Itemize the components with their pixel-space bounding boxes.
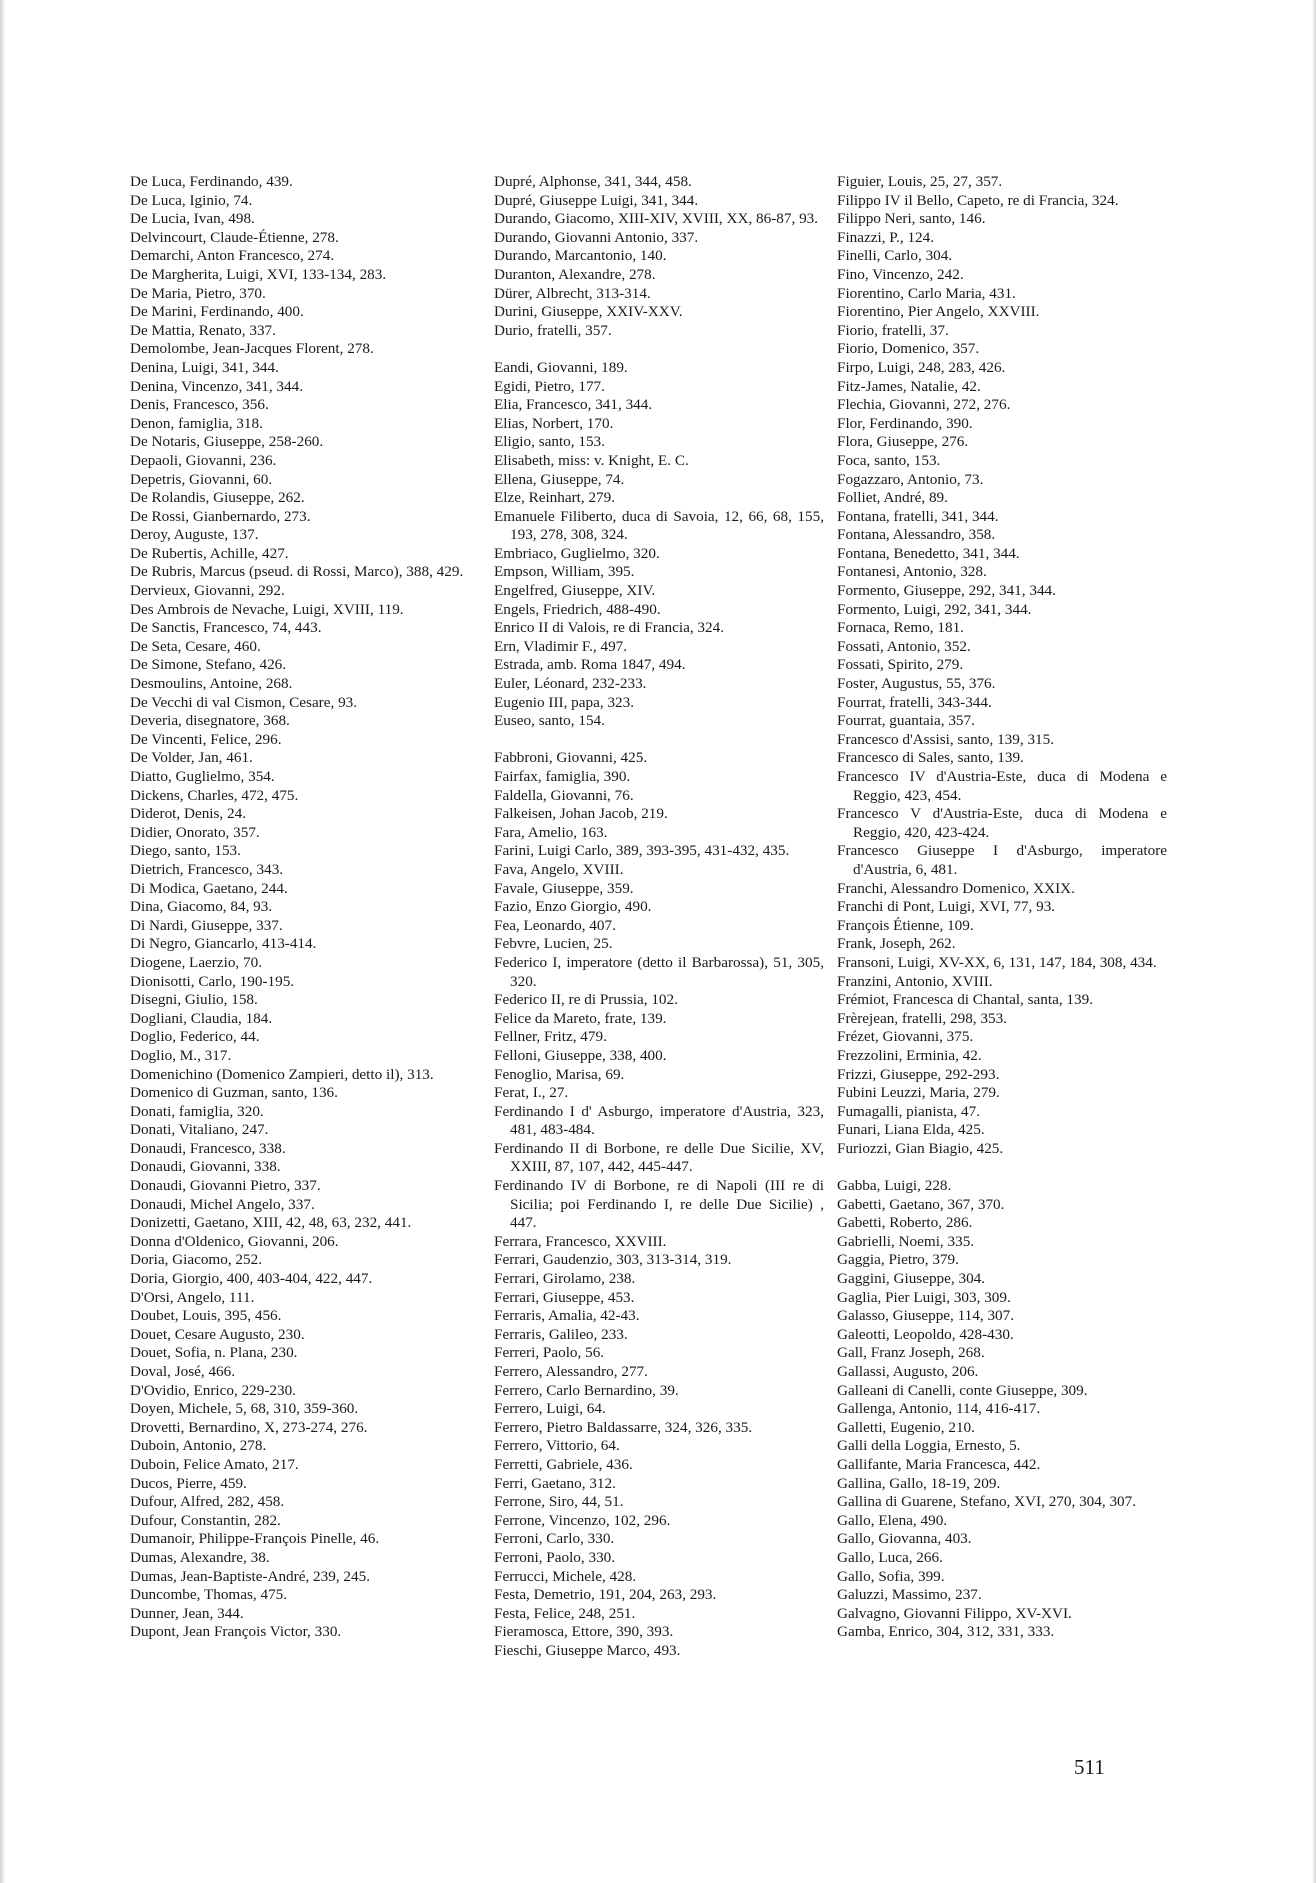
index-entry: Gamba, Enrico, 304, 312, 331, 333. [837,1623,1055,1641]
index-entry: Duboin, Antonio, 278. [130,1437,267,1455]
index-entry: Durini, Giuseppe, XXIV-XXV. [494,303,683,321]
index-entry: Engelfred, Giuseppe, XIV. [494,582,656,600]
index-column-3 [837,173,1167,1642]
index-entry: Finelli, Carlo, 304. [837,247,953,265]
index-entry: Fea, Leonardo, 407. [494,916,616,934]
page-number: 511 [1074,1755,1105,1779]
index-entry: Donaudi, Giovanni Pietro, 337. [130,1177,321,1195]
index-entry: Di Nardi, Giuseppe, 337. [130,916,283,934]
index-entry: Demarchi, Anton Francesco, 274. [130,247,335,265]
index-entry: Fumagalli, pianista, 47. [837,1102,980,1120]
index-entry: Empson, William, 395. [494,563,635,581]
index-entry: Dietrich, Francesco, 343. [130,860,284,878]
index-entry: Ferrero, Vittorio, 64. [494,1437,620,1455]
index-entry: Donati, Vitaliano, 247. [130,1121,269,1139]
index-entry: Gall, Franz Joseph, 268. [837,1344,985,1362]
index-entry: Didier, Onorato, 357. [130,823,260,841]
index-entry: Depaoli, Giovanni, 236. [130,451,277,469]
index-entry: Ferroni, Paolo, 330. [494,1548,616,1566]
index-entry: Enrico II di Valois, re di Francia, 324. [494,619,725,637]
index-entry: Fontana, Benedetto, 341, 344. [837,544,1020,562]
index-entry: Ferrero, Carlo Bernardino, 39. [494,1381,679,1399]
index-entry: Delvincourt, Claude-Étienne, 278. [130,228,339,246]
index-entry: Ferdinando II di Borbone, re delle Due Sicilie, XV, XXIII, 87, 107, 442, 445-447. [494,1139,824,1176]
index-entry: Fiorentino, Carlo Maria, 431. [837,284,1016,302]
index-entry: Franchi di Pont, Luigi, XVI, 77, 93. [837,898,1056,916]
index-entry: Fogazzaro, Antonio, 73. [837,470,984,488]
index-entry: Desmoulins, Antoine, 268. [130,675,293,693]
index-entry: Doria, Giorgio, 400, 403-404, 422, 447. [130,1270,373,1288]
index-entry: Ferrari, Gaudenzio, 303, 313-314, 319. [494,1251,732,1269]
index-entry: Fiorio, Domenico, 357. [837,340,980,358]
index-entry: Ferreri, Paolo, 56. [494,1344,605,1362]
index-entry: Embriaco, Guglielmo, 320. [494,544,660,562]
index-entry: Francesco Giuseppe I d'Asburgo, imperatore d'Austria, 6, 481. [837,842,1167,878]
index-entry: Donna d'Oldenico, Giovanni, 206. [130,1232,339,1250]
index-entry: Frémiot, Francesca di Chantal, santa, 139. [837,991,1094,1009]
index-entry: Gallo, Giovanna, 403. [837,1530,972,1548]
index-entry: Demolombe, Jean-Jacques Florent, 278. [130,340,374,358]
index-entry: De Luca, Ferdinando, 439. [130,173,293,190]
index-entry: Flor, Ferdinando, 390. [837,414,973,432]
index-entry: Fubini Leuzzi, Maria, 279. [837,1084,1000,1102]
index-entry: Ferrone, Vincenzo, 102, 296. [494,1511,671,1529]
index-entry: Firpo, Luigi, 248, 283, 426. [837,358,1006,376]
index-entry: Domenichino (Domenico Zampieri, detto il), 313. [130,1065,434,1083]
index-entry: Foster, Augustus, 55, 376. [837,675,996,693]
index-entry: Dumas, Jean-Baptiste-André, 239, 245. [130,1567,370,1585]
index-entry: Febvre, Lucien, 25. [494,935,613,953]
index-entry: Fourrat, fratelli, 343-344. [837,693,992,711]
index-entry: Fenoglio, Marisa, 69. [494,1065,625,1083]
index-entry: Gallenga, Antonio, 114, 416-417. [837,1400,1041,1418]
index-entry: Domenico di Guzman, santo, 136. [130,1084,338,1102]
index-entry: Francesco IV d'Austria-Este, duca di Modena e Reggio, 423, 454. [837,768,1167,804]
index-entry: Ducos, Pierre, 459. [130,1474,247,1492]
index-entry: Doval, José, 466. [130,1363,236,1380]
index-entry: Fellner, Fritz, 479. [494,1028,607,1046]
index-column-2 [494,173,824,1661]
index-entry: Formento, Luigi, 292, 341, 344. [837,600,1032,618]
index-entry: Fava, Angelo, XVIII. [494,860,624,878]
index-entry: D'Ovidio, Enrico, 229-230. [130,1381,296,1399]
index-entry: Felice da Mareto, frate, 139. [494,1009,667,1027]
index-entry: Denis, Francesco, 356. [130,396,269,414]
index-entry: Ferri, Gaetano, 312. [494,1474,616,1492]
index-entry: Frezzolini, Erminia, 42. [837,1046,982,1064]
index-entry: Gaggia, Pietro, 379. [837,1251,959,1269]
index-entry: Frézet, Giovanni, 375. [837,1028,974,1046]
index-entry: Flechia, Giovanni, 272, 276. [837,396,1011,414]
index-entry: Folliet, André, 89. [837,489,948,507]
index-entry: Ferrero, Luigi, 64. [494,1400,606,1418]
index-entry: Disegni, Giulio, 158. [130,991,258,1009]
index-entry: Fontana, Alessandro, 358. [837,526,996,544]
index-entry: Fieschi, Giuseppe Marco, 493. [494,1641,681,1659]
index-entry: Gaglia, Pier Luigi, 303, 309. [837,1288,1011,1306]
index-entry: Dionisotti, Carlo, 190-195. [130,972,295,990]
index-entry: Diatto, Guglielmo, 354. [130,768,275,785]
index-entry: Gallo, Elena, 490. [837,1511,948,1529]
index-entry: Di Negro, Giancarlo, 413-414. [130,935,317,953]
index-entry: Ferrari, Girolamo, 238. [494,1270,636,1288]
index-entry: Ern, Vladimir F., 497. [494,637,628,655]
index-entry: Ferrero, Alessandro, 277. [494,1363,648,1380]
index-entry: Gabetti, Gaetano, 367, 370. [837,1195,1005,1213]
index-entry: Frank, Joseph, 262. [837,935,956,953]
index-entry: Dunner, Jean, 344. [130,1604,244,1622]
index-entry: Drovetti, Bernardino, X, 273-274, 276. [130,1418,368,1436]
index-entry: Di Modica, Gaetano, 244. [130,879,288,897]
index-entry: Dumanoir, Philippe-François Pinelle, 46. [130,1530,380,1548]
index-entry: Egidi, Pietro, 177. [494,377,605,395]
index-entry: Galleani di Canelli, conte Giuseppe, 309. [837,1381,1088,1399]
index-entry: François Étienne, 109. [837,916,974,934]
index-entry: Ellena, Giuseppe, 74. [494,470,625,488]
index-entry: Durando, Giacomo, XIII-XIV, XVIII, XX, 86-87, 93. [494,210,819,228]
scan-left-edge [0,0,6,1883]
index-entry: Donaudi, Michel Angelo, 337. [130,1195,315,1213]
index-entry: Fabbroni, Giovanni, 425. [494,749,648,767]
index-entry: De Simone, Stefano, 426. [130,656,287,674]
index-entry: Franzini, Antonio, XVIII. [837,972,993,990]
index-entry: Finazzi, P., 124. [837,228,935,246]
index-column-1 [130,173,482,1642]
index-entry: Fiorio, fratelli, 37. [837,321,949,339]
index-entry: Francesco V d'Austria-Este, duca di Modena e Reggio, 420, 423-424. [837,805,1167,841]
index-entry: Festa, Demetrio, 191, 204, 263, 293. [494,1586,717,1604]
index-entry: Denina, Vincenzo, 341, 344. [130,377,304,395]
index-entry: Falkeisen, Johan Jacob, 219. [494,805,668,823]
index-entry: De Rossi, Gianbernardo, 273. [130,507,311,525]
index-entry: Gaggini, Giuseppe, 304. [837,1270,986,1288]
index-entry: Frizzi, Giuseppe, 292-293. [837,1065,1000,1083]
index-entry: Frèrejean, fratelli, 298, 353. [837,1009,1007,1027]
index-entry: Ferrara, Francesco, XXVIII. [494,1232,667,1250]
index-entry: De Marini, Ferdinando, 400. [130,303,304,321]
index-entry: De Mattia, Renato, 337. [130,321,276,339]
index-entry: Francesco di Sales, santo, 139. [837,749,1024,767]
index-entry: Ferraris, Amalia, 42-43. [494,1307,640,1325]
index-entry: D'Orsi, Angelo, 111. [130,1288,255,1306]
index-entry: Filippo Neri, santo, 146. [837,210,986,228]
index-entry: Ferdinando I d' Asburgo, imperatore d'Austria, 323, 481, 483-484. [494,1102,824,1139]
index-entry: Des Ambrois de Nevache, Luigi, XVIII, 119. [130,600,404,618]
index-entry: Filippo IV il Bello, Capeto, re di Francia, 324. [837,191,1119,209]
index-entry: Ferrero, Pietro Baldassarre, 324, 326, 335. [494,1418,753,1436]
index-entry: Fieramosca, Ettore, 390, 393. [494,1623,674,1641]
index-entry: De Luca, Iginio, 74. [130,191,253,209]
index-entry: Depetris, Giovanni, 60. [130,470,273,488]
index-entry: Elias, Norbert, 170. [494,414,614,432]
index-entry: Dufour, Constantin, 282. [130,1511,281,1529]
index-entry: Dogliani, Claudia, 184. [130,1009,273,1027]
index-entry: Flora, Giuseppe, 276. [837,433,969,451]
index-entry: Ferrone, Siro, 44, 51. [494,1493,624,1511]
index-entry: Doglio, M., 317. [130,1046,232,1064]
index-entry: Dufour, Alfred, 282, 458. [130,1493,285,1511]
index-entry: De Volder, Jan, 461. [130,749,253,767]
index-entry: Formento, Giuseppe, 292, 341, 344. [837,582,1056,600]
index-entry: Doubet, Louis, 395, 456. [130,1307,282,1325]
index-entry: Duranton, Alexandre, 278. [494,265,656,283]
index-entry: Dupont, Jean François Victor, 330. [130,1623,342,1641]
index-entry: Fossati, Spirito, 279. [837,656,964,674]
index-entry: Festa, Felice, 248, 251. [494,1604,636,1622]
index-entry: Eandi, Giovanni, 189. [494,358,628,376]
index-entry: Gallina, Gallo, 18-19, 209. [837,1474,1001,1492]
index-entry: Fontana, fratelli, 341, 344. [837,507,999,525]
index-entry: Fazio, Enzo Giorgio, 490. [494,898,652,916]
index-entry: Fransoni, Luigi, XV-XX, 6, 131, 147, 184, 308, 434. [837,953,1157,971]
index-entry: Donaudi, Giovanni, 338. [130,1158,281,1176]
index-entry: Foca, santo, 153. [837,451,941,469]
index-entry: Favale, Giuseppe, 359. [494,879,634,897]
index-entry: Elisabeth, miss: v. Knight, E. C. [494,451,689,469]
index-entry: Dervieux, Giovanni, 292. [130,582,285,600]
index-entry: Fairfax, famiglia, 390. [494,768,631,785]
index-entry: De Rolandis, Giuseppe, 262. [130,489,305,507]
index-entry: Elze, Reinhart, 279. [494,489,616,507]
index-entry: Ferdinando IV di Borbone, re di Napoli (III re di Sicilia; poi Ferdinando I, re delle Due Sicilie) , 447. [494,1177,824,1232]
index-entry: De Lucia, Ivan, 498. [130,210,255,228]
index-entry: Ferraris, Galileo, 233. [494,1325,628,1343]
index-entry: Galasso, Giuseppe, 114, 307. [837,1307,1015,1325]
index-entry: Fara, Amelio, 163. [494,823,608,841]
index-entry: Franchi, Alessandro Domenico, XXIX. [837,879,1075,897]
index-entry: Fourrat, guantaia, 357. [837,712,975,730]
index-entry: Dürer, Albrecht, 313-314. [494,284,651,302]
index-entry: Ferroni, Carlo, 330. [494,1530,615,1548]
index-entry: Federico I, imperatore (detto il Barbarossa), 51, 305, 320. [494,953,824,990]
index-entry: Farini, Luigi Carlo, 389, 393-395, 431-432, 435. [494,842,790,860]
index-entry: Eugenio III, papa, 323. [494,693,635,711]
index-entry: Engels, Friedrich, 488-490. [494,600,661,618]
index-entry: Elia, Francesco, 341, 344. [494,396,653,414]
index-entry: Ferretti, Gabriele, 436. [494,1455,633,1473]
index-entry: Donaudi, Francesco, 338. [130,1139,286,1157]
index-entry: Estrada, amb. Roma 1847, 494. [494,656,686,674]
index-entry: Deveria, disegnatore, 368. [130,712,290,730]
index-entry: Diego, santo, 153. [130,842,241,860]
index-entry: Gabrielli, Noemi, 335. [837,1232,975,1250]
index-entry: Dina, Giacomo, 84, 93. [130,898,273,916]
index-entry: Donati, famiglia, 320. [130,1102,264,1120]
index-entry: Gallina di Guarene, Stefano, XVI, 270, 304, 307. [837,1493,1137,1511]
index-entry: De Vincenti, Felice, 296. [130,730,282,748]
index-entry: Dumas, Alexandre, 38. [130,1548,270,1566]
index-entry: Ferrari, Giuseppe, 453. [494,1288,635,1306]
scan-right-edge [1312,0,1316,1883]
index-entry: Ferat, I., 27. [494,1084,569,1102]
index-entry: Figuier, Louis, 25, 27, 357. [837,173,1003,190]
index-entry: Diderot, Denis, 24. [130,805,246,823]
index-entry: Galli della Loggia, Ernesto, 5. [837,1437,1021,1455]
index-entry: Ferrucci, Michele, 428. [494,1567,637,1585]
index-entry: Denon, famiglia, 318. [130,414,263,432]
index-entry: De Margherita, Luigi, XVI, 133-134, 283. [130,265,387,283]
index-entry: Durando, Marcantonio, 140. [494,247,667,265]
index-entry: Doyen, Michele, 5, 68, 310, 359-360. [130,1400,359,1418]
index-entry: Gallassi, Augusto, 206. [837,1363,979,1380]
index-entry: Fossati, Antonio, 352. [837,637,971,655]
index-entry: De Seta, Cesare, 460. [130,637,261,655]
index-entry: Donizetti, Gaetano, XIII, 42, 48, 63, 232, 441. [130,1214,412,1232]
index-entry: De Vecchi di val Cismon, Cesare, 93. [130,693,358,711]
index-entry: Euseo, santo, 154. [494,712,605,730]
index-entry: Douet, Sofia, n. Plana, 230. [130,1344,298,1362]
index-entry: Galeotti, Leopoldo, 428-430. [837,1325,1014,1343]
index-entry: Gabba, Luigi, 228. [837,1177,952,1195]
index-entry: De Rubertis, Achille, 427. [130,544,289,562]
index-entry: Diogene, Laerzio, 70. [130,953,262,971]
index-entry: Duboin, Felice Amato, 217. [130,1455,299,1473]
index-entry: Galletti, Eugenio, 210. [837,1418,975,1436]
index-entry: Durio, fratelli, 357. [494,321,612,339]
index-entry: Dupré, Alphonse, 341, 344, 458. [494,173,692,190]
index-entry: De Rubris, Marcus (pseud. di Rossi, Marco), 388, 429. [130,563,464,581]
index-entry: Galvagno, Giovanni Filippo, XV-XVI. [837,1604,1072,1622]
index-entry: De Notaris, Giuseppe, 258-260. [130,433,324,451]
index-entry: Deroy, Auguste, 137. [130,526,259,544]
index-entry: Dickens, Charles, 472, 475. [130,786,299,804]
index-entry: Federico II, re di Prussia, 102. [494,991,678,1009]
index-entry: Douet, Cesare Augusto, 230. [130,1325,305,1343]
index-entry: Duncombe, Thomas, 475. [130,1586,288,1604]
index-entry: Galuzzi, Massimo, 237. [837,1586,982,1604]
index-entry: Francesco d'Assisi, santo, 139, 315. [837,730,1055,748]
index-entry: De Sanctis, Francesco, 74, 443. [130,619,322,637]
index-entry: Furiozzi, Gian Biagio, 425. [837,1139,1004,1157]
index-entry: Doglio, Federico, 44. [130,1028,260,1046]
index-entry: Funari, Liana Elda, 425. [837,1121,985,1139]
index-entry: Eligio, santo, 153. [494,433,605,451]
index-entry: Euler, Léonard, 232-233. [494,675,647,693]
index-entry: Felloni, Giuseppe, 338, 400. [494,1046,667,1064]
index-entry: Gabetti, Roberto, 286. [837,1214,973,1232]
index-entry: Durando, Giovanni Antonio, 337. [494,228,699,246]
index-entry: Fino, Vincenzo, 242. [837,265,964,283]
index-entry: Fitz-James, Natalie, 42. [837,377,981,395]
index-entry: Faldella, Giovanni, 76. [494,786,634,804]
index-entry: Fornaca, Remo, 181. [837,619,964,637]
index-entry: Gallo, Sofia, 399. [837,1567,945,1585]
index-entry: Gallifante, Maria Francesca, 442. [837,1455,1041,1473]
index-entry: Emanuele Filiberto, duca di Savoia, 12, 66, 68, 155, 193, 278, 308, 324. [494,507,824,544]
index-entry: Gallo, Luca, 266. [837,1548,943,1566]
index-entry: Dupré, Giuseppe Luigi, 341, 344. [494,191,699,209]
index-entry: De Maria, Pietro, 370. [130,284,266,302]
index-entry: Denina, Luigi, 341, 344. [130,358,279,376]
index-entry: Fontanesi, Antonio, 328. [837,563,987,581]
index-entry: Doria, Giacomo, 252. [130,1251,263,1269]
index-entry: Fiorentino, Pier Angelo, XXVIII. [837,303,1040,321]
